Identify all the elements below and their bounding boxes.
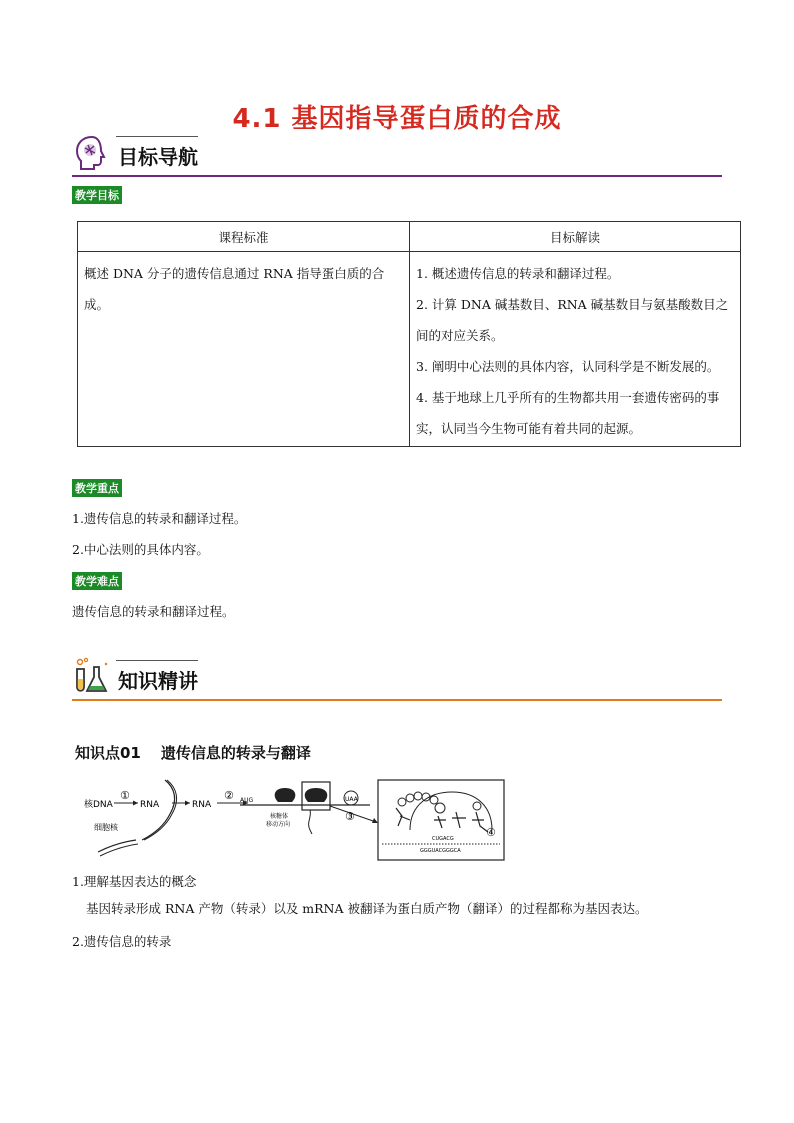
goals-table [77, 221, 741, 447]
key-point-item: 1.遗传信息的转录和翻译过程。 [72, 511, 247, 526]
flask-icon [72, 657, 112, 697]
amino-acid [473, 802, 481, 810]
diagram-uaa-label: UAA [345, 796, 358, 803]
diagram-aug-label: AUG [240, 797, 254, 804]
standard-text: 概述 DNA 分子的遗传信息通过 RNA 指导蛋白质的合成。 [84, 266, 385, 312]
difficulty-text: 遗传信息的转录和翻译过程。 [72, 604, 235, 619]
diagram-step1: ① [120, 789, 130, 802]
diagram-codon-label: GGGUACGGGCA [420, 848, 461, 854]
table-row [78, 252, 741, 447]
brain-head-icon [72, 133, 112, 173]
diagram-ribosome-label: 核糖体 [270, 813, 289, 820]
page-title: 4.1 基因指导蛋白质的合成 [232, 104, 562, 134]
goal-item: 3. 阐明中心法则的具体内容，认同科学是不断发展的。 [416, 359, 720, 374]
teaching-goal-tag: 教学目标 [72, 186, 122, 204]
amino-acid [406, 794, 414, 802]
arrow-head [133, 801, 138, 806]
table-header-goals: 目标解读 [410, 222, 741, 252]
amino-acid [435, 803, 445, 813]
trna [434, 816, 446, 828]
goals-cell [410, 252, 741, 447]
section-rule [72, 699, 722, 701]
amino-acid [414, 792, 422, 800]
arrow-head [185, 801, 190, 806]
diagram-direction-label: 移动方向 [266, 821, 291, 828]
section-header-knowledge [72, 657, 722, 701]
knowledge-point-name: 遗传信息的转录与翻译 [160, 744, 311, 762]
goal-item: 1. 概述遗传信息的转录和翻译过程。 [416, 266, 620, 281]
item1-text: 基因转录形成 RNA 产物（转录）以及 mRNA 被翻译为蛋白质产物（翻译）的过程都称为基因表达。 [86, 901, 648, 916]
table-header-row [78, 222, 741, 252]
nuclear-envelope-lower [98, 840, 136, 852]
section-rule [72, 175, 722, 177]
trna [452, 812, 466, 828]
trna [396, 808, 410, 826]
key-point-item: 2.中心法则的具体内容。 [72, 542, 209, 557]
amino-acid [430, 796, 438, 804]
section-label: 知识精讲 [118, 669, 198, 693]
item2-heading: 2.遗传信息的转录 [72, 934, 172, 949]
ribosome-icon [275, 788, 296, 802]
table-header-standard: 课程标准 [78, 222, 410, 252]
nuclear-envelope-lower-inner [100, 844, 138, 856]
section-header-goals [72, 133, 722, 177]
diagram-dna-label: 核DNA [84, 800, 113, 810]
peptide-chain [309, 810, 312, 834]
knowledge-point-title [75, 742, 331, 763]
section-label: 目标导航 [118, 145, 198, 169]
diagram-rna1-label: RNA [140, 800, 160, 810]
diagram-nucleus-label: 细胞核 [94, 823, 118, 832]
diagram-anticodon-label: CUGACG [432, 836, 454, 842]
diagram-step3: ③ [345, 810, 355, 823]
goal-item: 4. 基于地球上几乎所有的生物都共用一套遗传密码的事实，认同当今生物可能有着共同的起源。 [416, 390, 720, 436]
diagram-rna2-label: RNA [192, 800, 212, 810]
standard-cell [78, 252, 410, 447]
goal-item: 2. 计算 DNA 碱基数目、RNA 碱基数目与氨基酸数目之间的对应关系。 [416, 297, 729, 343]
item1-heading: 1.理解基因表达的概念 [72, 874, 197, 889]
diagram-step2: ② [224, 789, 234, 802]
ribosome-icon [305, 788, 328, 802]
amino-acid [398, 798, 406, 806]
key-points-tag: 教学重点 [72, 479, 122, 497]
diagram-step4: ④ [486, 826, 496, 839]
gene-expression-diagram [80, 776, 510, 862]
difficulty-tag: 教学难点 [72, 572, 122, 590]
knowledge-point-number: 知识点01 [75, 744, 141, 762]
header-overline [116, 136, 198, 137]
header-overline [116, 660, 198, 661]
